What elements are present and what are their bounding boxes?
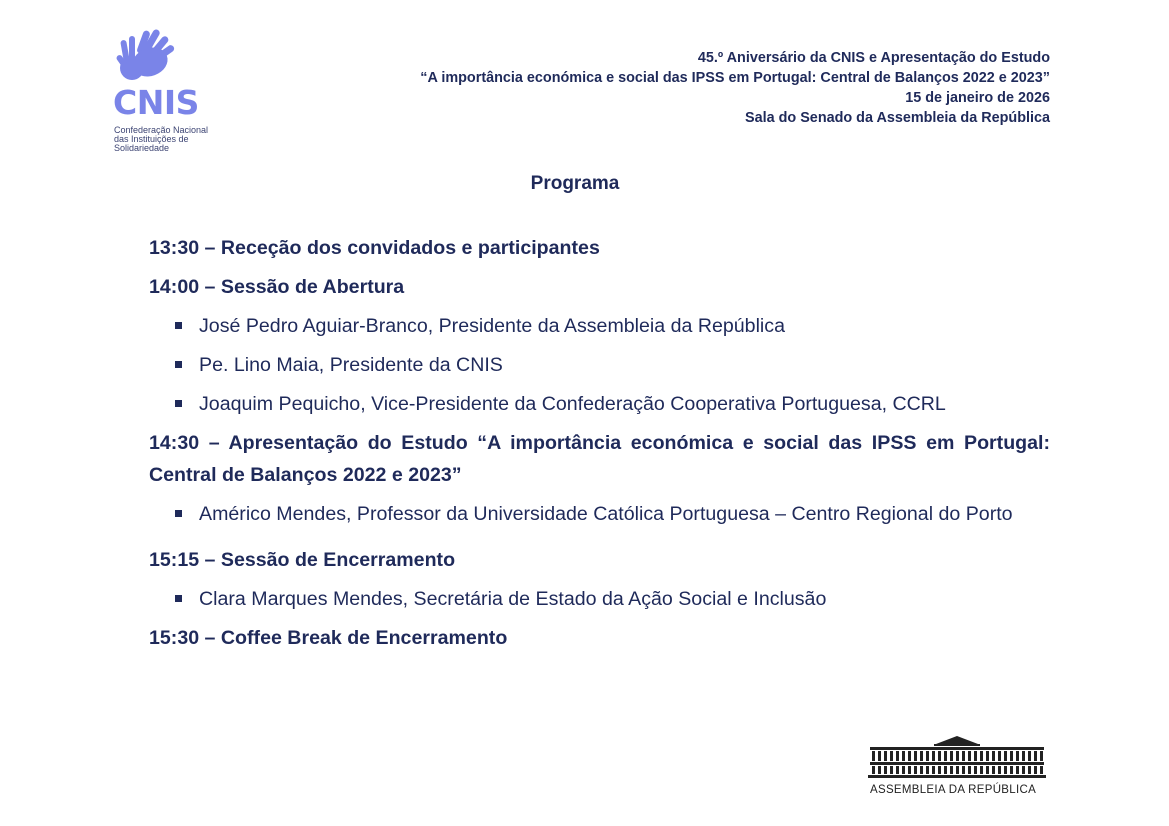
speaker-text: Pe. Lino Maia, Presidente da CNIS [199, 354, 503, 376]
speaker-item [149, 388, 1050, 427]
session-title: 14:30 – Apresentação do Estudo “A importância económica e social das IPSS em Portugal: Central de Balanços 2022 e 2023” [149, 432, 1050, 486]
session-title: 13:30 – Receção dos convidados e participantes [149, 237, 600, 259]
speaker-item [149, 583, 1050, 622]
speaker-text: Américo Mendes, Professor da Universidade Católica Portuguesa – Centro Regional do Porto [199, 503, 1013, 525]
session-title: 15:30 – Coffee Break de Encerramento [149, 627, 508, 649]
speaker-item [149, 310, 1050, 349]
session-title: 15:15 – Sessão de Encerramento [149, 549, 456, 571]
session-title: 14:00 – Sessão de Abertura [149, 276, 405, 298]
speaker-item [149, 498, 1050, 537]
square-bullet-icon [175, 510, 182, 517]
square-bullet-icon [175, 322, 182, 329]
program-title: Programa [530, 173, 620, 194]
parliament-building-icon [868, 735, 1046, 781]
cnis-subtitle: Confederação Nacional das Instituições de Solidariedade [114, 125, 209, 153]
speaker-text: Joaquim Pequicho, Vice-Presidente da Confederação Cooperativa Portuguesa, CCRL [199, 393, 946, 415]
event-header [420, 48, 1050, 128]
hands-icon [112, 28, 192, 88]
square-bullet-icon [175, 400, 182, 407]
speaker-text: Clara Marques Mendes, Secretária de Estado da Ação Social e Inclusão [199, 588, 827, 610]
event-venue: Sala do Senado da Assembleia da República [745, 110, 1050, 126]
square-bullet-icon [175, 595, 182, 602]
cnis-logo [112, 28, 232, 158]
parliament-label: ASSEMBLEIA DA REPÚBLICA [870, 784, 1037, 796]
program-list [149, 232, 1050, 661]
cnis-wordmark: CNIS [113, 83, 199, 122]
event-anniversary: 45.º Aniversário da CNIS e Apresentação do Estudo [697, 50, 1050, 66]
event-date: 15 de janeiro de 2026 [905, 90, 1050, 106]
parliament-logo [868, 735, 1048, 801]
event-study-title: “A importância económica e social das IPSS em Portugal: Central de Balanços 2022 e 2023” [420, 70, 1050, 86]
square-bullet-icon [175, 361, 182, 368]
speaker-text: José Pedro Aguiar-Branco, Presidente da Assembleia da República [199, 315, 785, 337]
speaker-item [149, 349, 1050, 388]
